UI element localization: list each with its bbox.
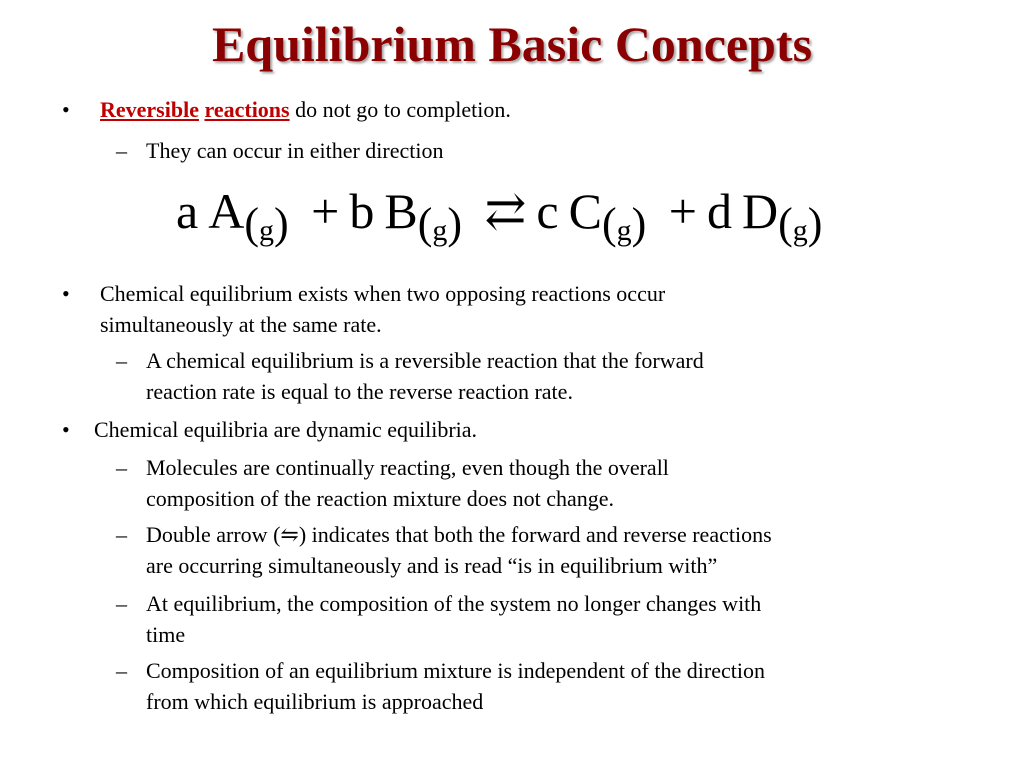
state-g: g (792, 214, 808, 247)
dash-icon: – (116, 591, 127, 616)
sub-bullet-double-arrow-l2: are occurring simultaneously and is read “is in equilibrium with” (146, 553, 718, 578)
sub-bullet-independent-l1: Composition of an equilibrium mixture is independent of the direction (146, 658, 765, 683)
sub-bullet-molecules-l2: composition of the reaction mixture does not change. (146, 486, 614, 511)
species-b: B (384, 183, 418, 239)
sub-bullet-composition-unchanged-l1: At equilibrium, the composition of the system no longer changes with (146, 591, 762, 616)
bullet-text: do not go to completion. (289, 97, 511, 122)
sub-bullet-definition-l2: reaction rate is equal to the reverse reaction rate. (146, 379, 573, 404)
sub-bullet-definition-l1: A chemical equilibrium is a reversible reaction that the forward (146, 348, 704, 373)
sub-bullet-independent-l2: from which equilibrium is approached (146, 689, 484, 714)
bullet-chemical-equilibrium-l2: simultaneously at the same rate. (100, 312, 382, 337)
plus-sign: + (311, 183, 340, 239)
dash-icon: – (116, 348, 127, 373)
coef-b: b (349, 183, 375, 239)
state-g: g (432, 214, 448, 247)
dash-icon: – (116, 658, 127, 683)
coef-c: c (536, 183, 559, 239)
species-c: C (568, 183, 602, 239)
sub-bullet-double-arrow-l1: Double arrow (⇋) indicates that both the forward and reverse reactions (146, 522, 772, 547)
slide-title: Equilibrium Basic Concepts (211, 16, 813, 72)
equilibrium-arrow-icon: ⇄ (484, 183, 527, 239)
sub-bullet-molecules-l1: Molecules are continually reacting, even though the overall (146, 455, 669, 480)
state-g: g (258, 214, 274, 247)
bullet-icon: • (62, 97, 70, 122)
dash-icon: – (116, 522, 127, 547)
bullet-icon: • (62, 417, 70, 442)
bullet-dynamic-equilibria: Chemical equilibria are dynamic equilibria. (94, 417, 478, 442)
sub-bullet-direction: They can occur in either direction (146, 138, 444, 163)
state-g: g (616, 214, 632, 247)
bullet-chemical-equilibrium-l1: Chemical equilibrium exists when two opposing reactions occur (100, 281, 666, 306)
species-a: A (208, 183, 245, 239)
coef-d: d (706, 183, 732, 239)
highlight-reversible: Reversible (100, 97, 199, 122)
sub-bullet-composition-unchanged-l2: time (146, 622, 186, 647)
dash-icon: – (116, 455, 127, 480)
highlight-reactions: reactions (204, 97, 290, 122)
dash-icon: – (116, 138, 127, 163)
coef-a: a (176, 183, 199, 239)
plus-sign: + (668, 183, 697, 239)
bullet-icon: • (62, 281, 70, 306)
reaction-equation: a $A(_g) + b$ $B(_g)$ ⇄ c $C(_g) + d$ $D(_g)$ (176, 183, 823, 248)
species-d: D (741, 183, 779, 239)
bullet-reversible-reactions (100, 95, 511, 125)
